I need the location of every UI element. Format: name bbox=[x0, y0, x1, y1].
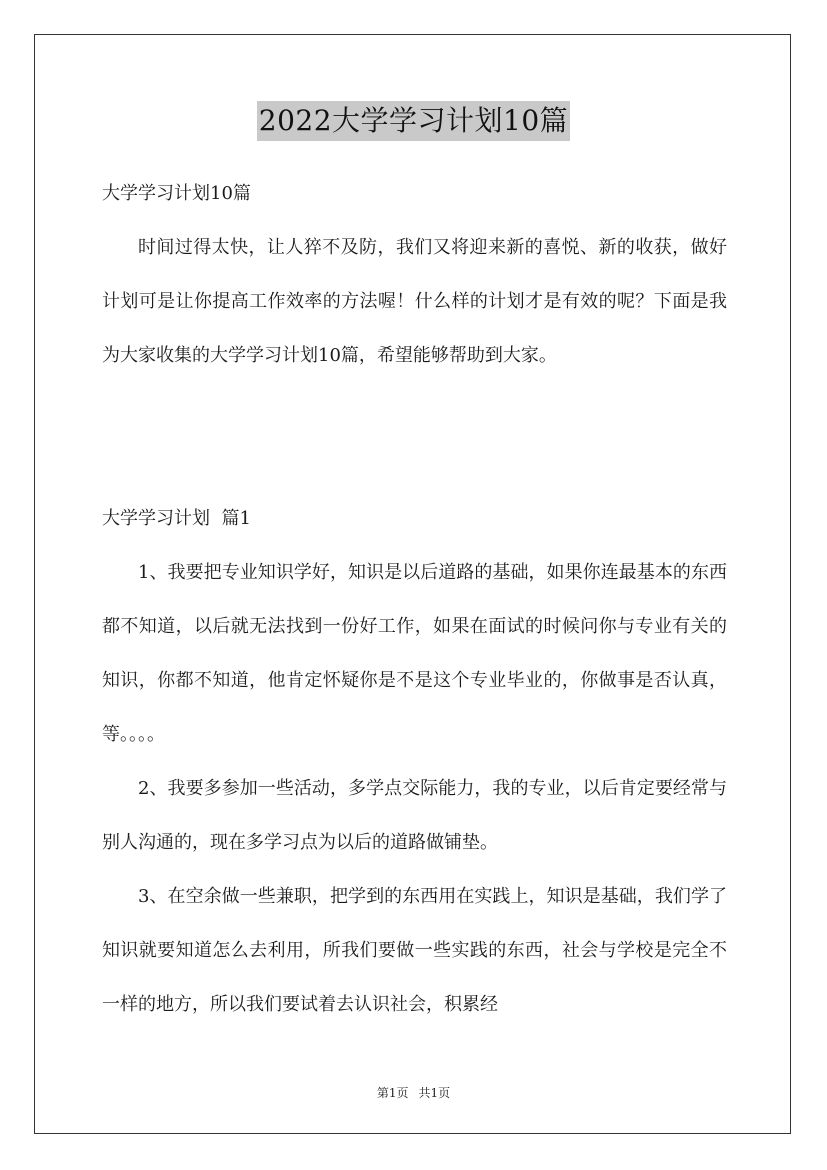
section-heading: 大学学习计划 篇1 bbox=[102, 508, 251, 529]
page-number: 第1页 bbox=[376, 1086, 409, 1100]
page-total: 共1页 bbox=[418, 1086, 451, 1100]
intro-paragraph: 时间过得太快，让人猝不及防，我们又将迎来新的喜悦、新的收获，做好计划可是让你提高工作效率的方法喔！什么样的计划才是有效的呢？下面是我为大家收集的大学学习计划10篇，希望能够帮助到大家。 bbox=[102, 237, 727, 366]
page-footer bbox=[0, 1085, 827, 1101]
paragraph-1: 1、我要把专业知识学好，知识是以后道路的基础，如果你连最基本的东西都不知道，以后就无法找到一份好工作，如果在面试的时候问你与专业有关的知识，你都不知道，他肯定怀疑你是不是这个专业毕业的，你做事是否认真，等。。。。 bbox=[102, 562, 727, 745]
title-container bbox=[0, 101, 827, 141]
paragraph-2: 2、我要多参加一些活动，多学点交际能力，我的专业，以后肯定要经常与别人沟通的，现在多学习点为以后的道路做铺垫。 bbox=[102, 778, 727, 853]
paragraph-3: 3、在空余做一些兼职，把学到的东西用在实践上，知识是基础，我们学了知识就要知道怎么去利用，所我们要做一些实践的东西，社会与学校是完全不一样的地方，所以我们要试着去认识社会，积累经 bbox=[102, 886, 727, 1015]
document-subtitle: 大学学习计划10篇 bbox=[102, 183, 251, 204]
document-title: 2022大学学习计划10篇 bbox=[257, 101, 570, 141]
